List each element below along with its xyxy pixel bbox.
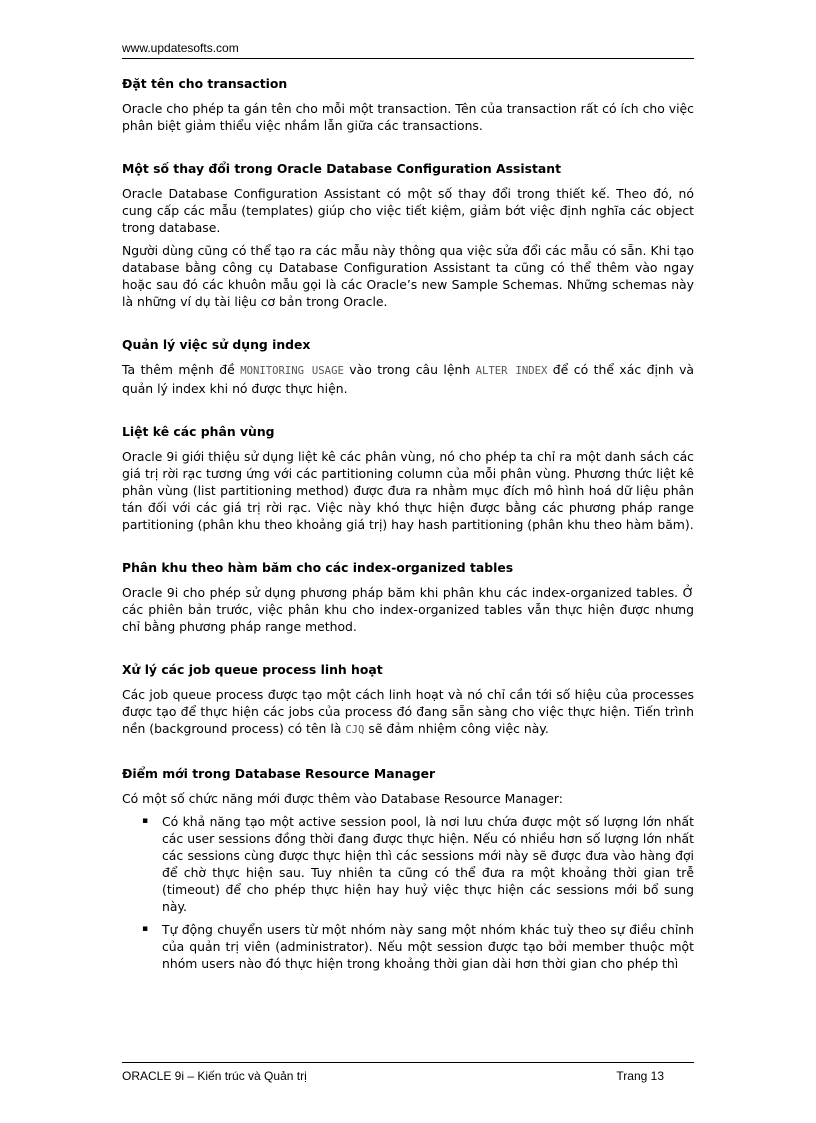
paragraph: Oracle 9i cho phép sử dụng phương pháp băm khi phân khu các index-organized tables. Ở các phiên bản trước, việc phân khu cho index-organized tables vẫn thực hiện được nhưng chỉ bằng phương pháp range method. xyxy=(122,585,694,634)
text-run: Các job queue process được tạo một cách linh hoạt và nó chỉ cần tới số hiệu của processes được tạo để thực hiện các jobs của process đó đang sẵn sàng cho việc thực hiện. Tiến trình nền (background process) có tên là xyxy=(122,687,694,736)
text-run: sẽ đảm nhiệm công việc này. xyxy=(364,721,549,736)
section-title: Phân khu theo hàm băm cho các index-organized tables xyxy=(122,560,514,575)
section-title: Xử lý các job queue process linh hoạt xyxy=(122,662,383,677)
square-bullet-icon: ▪ xyxy=(142,816,149,826)
paragraph: Oracle cho phép ta gán tên cho mỗi một transaction. Tên của transaction rất có ích cho việc phân biệt giảm thiểu việc nhầm lẫn giữa các transactions. xyxy=(122,101,694,133)
list-item-text: Có khả năng tạo một active session pool, là nơi lưu chứa được một số lượng lớn nhất các user sessions đồng thời đang được thực hiện. Nếu có nhiều hơn số lượng lớn nhất các sessions cùng được thực hiện thì các sessions mới này sẽ được đưa vào hàng đợi để chờ thực hiện sau. Tuy nhiên ta cũng có thể đưa ra một khoảng thời gian trễ (timeout) để cho phép thực hiện hay huỷ việc thực hiện các sessions mới bổ sung này. xyxy=(162,814,694,914)
list-item xyxy=(122,813,694,915)
section-dbca-changes xyxy=(122,160,694,310)
text-run: để có thể xác định và quản lý index khi nó được thực hiện. xyxy=(122,362,694,396)
section-resource-manager xyxy=(122,765,694,972)
paragraph: Oracle 9i giới thiệu sử dụng liệt kê các phân vùng, nó cho phép ta chỉ ra một danh sách các giá trị rời rạc tương ứng với các partitioning column của mỗi phân vùng. Phương thức liệt kê phân vùng (list partitioning method) được đưa ra nhằm mục đích mô hình hoá dữ liệu phân tán đối với các giá trị rời rạc. Việc này khó thực hiện được bằng các phương pháp range partitioning (phân khu theo khoảng giá trị) hay hash partitioning (phân khu theo hàm băm). xyxy=(122,449,694,532)
section-title: Quản lý việc sử dụng index xyxy=(122,337,311,352)
text-run: Ta thêm mệnh đề xyxy=(122,362,241,377)
text-run: vào trong câu lệnh xyxy=(343,362,476,377)
code-cjq: CJQ xyxy=(345,724,365,736)
list-item-text: Tự động chuyển users từ một nhóm này sang một nhóm khác tuỳ theo sự điều chỉnh của quản trị viên (administrator). Nếu một session được tạo bởi member thuộc một nhóm users nào đó thực hiện trong khoảng thời gian dài hơn thời gian cho phép thì xyxy=(162,922,694,971)
page-content xyxy=(122,75,694,978)
page-header xyxy=(122,41,694,59)
section-title: Điểm mới trong Database Resource Manager xyxy=(122,766,436,781)
page-number: Trang 13 xyxy=(616,1069,664,1083)
code-alter-index: ALTER INDEX xyxy=(475,365,548,377)
section-title: Đặt tên cho transaction xyxy=(122,76,288,91)
section-hash-partitioning-iot xyxy=(122,559,694,635)
page-footer xyxy=(122,1062,694,1083)
section-title: Liệt kê các phân vùng xyxy=(122,424,275,439)
paragraph xyxy=(122,361,694,397)
footer-title: ORACLE 9i – Kiến trúc và Quản trị xyxy=(122,1069,307,1083)
paragraph: Người dùng cũng có thể tạo ra các mẫu này thông qua việc sửa đổi các mẫu có sẵn. Khi tạo database bằng công cụ Database Configuration Assistant ta cũng có thể thêm vào ngay hoặc sau đó các khuôn mẫu gọi là các Oracle’s new Sample Schemas. Những schemas này là những ví dụ tài liệu cơ bản trong Oracle. xyxy=(122,243,694,309)
section-transaction-naming xyxy=(122,75,694,134)
section-index-usage xyxy=(122,336,694,397)
header-site-url: www.updatesofts.com xyxy=(122,41,239,55)
list-item xyxy=(122,921,694,972)
section-title: Một số thay đổi trong Oracle Database Configuration Assistant xyxy=(122,161,562,176)
square-bullet-icon: ▪ xyxy=(142,924,149,934)
paragraph: Có một số chức năng mới được thêm vào Database Resource Manager: xyxy=(122,791,563,806)
section-job-queue xyxy=(122,661,694,739)
code-monitoring-usage: MONITORING USAGE xyxy=(240,365,344,377)
paragraph xyxy=(122,686,694,739)
bullet-list xyxy=(122,813,694,972)
paragraph: Oracle Database Configuration Assistant có một số thay đổi trong thiết kế. Theo đó, nó cung cấp các mẫu (templates) giúp cho việc tiết kiệm, giảm bớt việc định nghĩa các object trong database. xyxy=(122,186,694,235)
section-list-partitioning xyxy=(122,423,694,533)
